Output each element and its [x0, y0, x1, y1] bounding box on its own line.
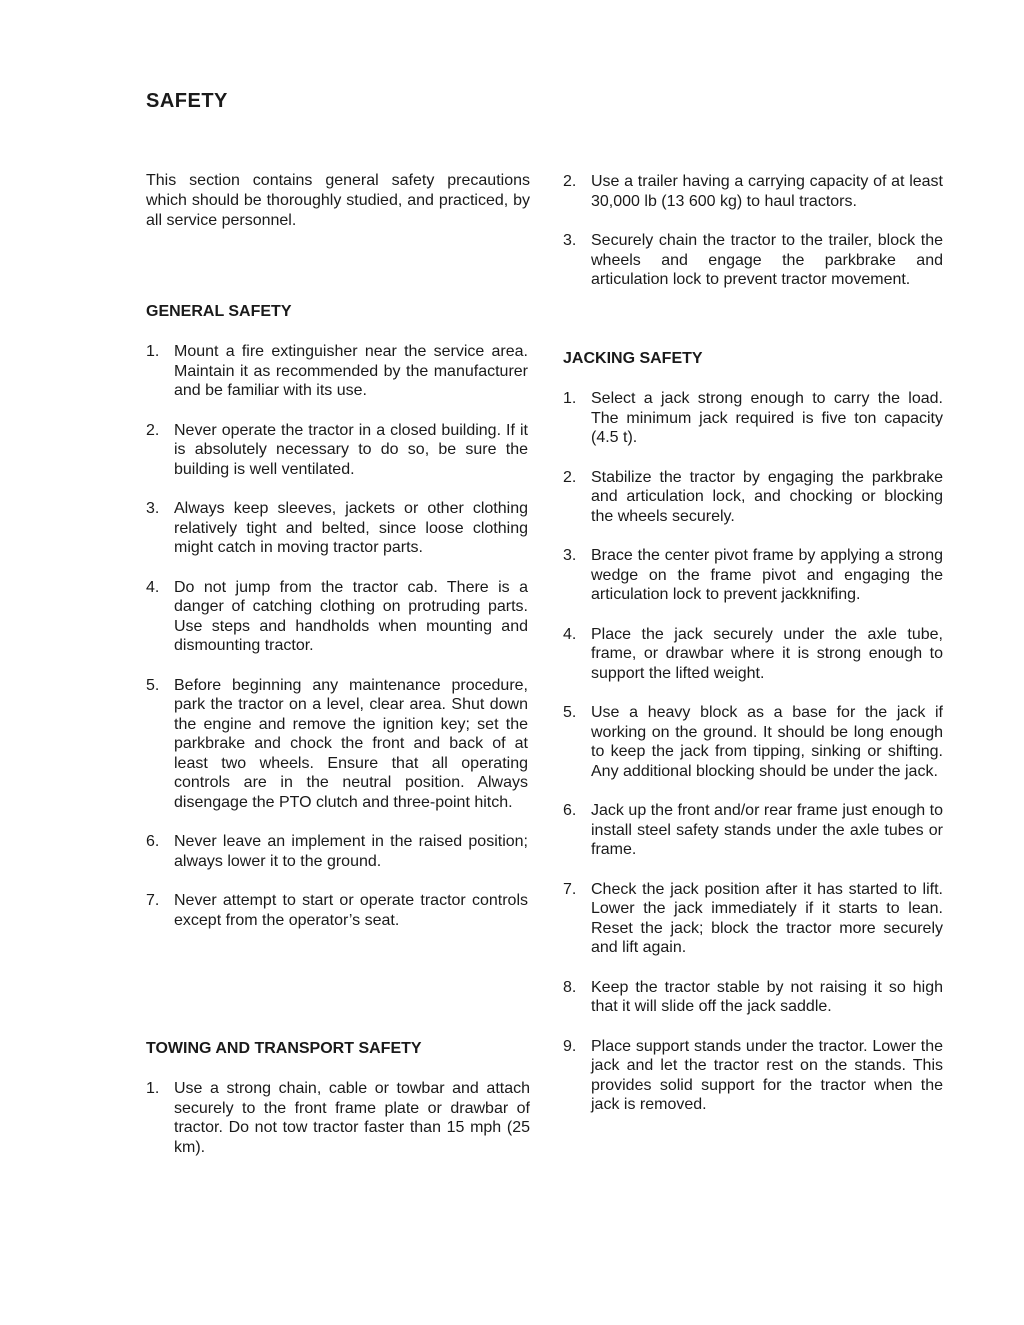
- item-number: 3.: [563, 547, 577, 564]
- item-number: 4.: [563, 625, 577, 643]
- item-text: Keep the tractor stable by not raising it so high that it will slide off the jack saddle.: [591, 978, 943, 1015]
- item-text: Securely chain the tractor to the trailer, block the wheels and engage the parkbrake and articulation lock to prevent tractor movement.: [591, 232, 943, 288]
- item-text: Before beginning any maintenance procedure, park the tractor on a level, clear area. Shut down the engine and remove the ignition key; set the parkbrake and chock the front and back of at least two wheels. Ensure that all operating controls are in the neutral position. Always disengage the PTO clutch and three-point hitch.: [174, 676, 528, 811]
- item-number: 3.: [146, 500, 160, 517]
- item-text: Do not jump from the tractor cab. There is a danger of catching clothing on protruding parts. Use steps and handholds when mounting and dismounting tractor.: [174, 578, 528, 654]
- list-item: [563, 172, 943, 211]
- item-text: Place support stands under the tractor. Lower the jack and let the tractor rest on the stands. This provides solid support for the tractor when the jack is removed.: [591, 1037, 943, 1113]
- item-text: Stabilize the tractor by engaging the parkbrake and articulation lock, and chocking or blocking the wheels securely.: [591, 468, 943, 525]
- list-item: [563, 625, 943, 684]
- item-text: Use a heavy block as a base for the jack if working on the ground. It should be long enough to keep the jack from tipping, sinking or shifting. Any additional blocking should be under the jack.: [591, 704, 943, 780]
- item-number: 3.: [563, 232, 577, 249]
- item-text: Place the jack securely under the axle tube, frame, or drawbar where it is strong enough to support the lifted weight.: [591, 625, 943, 682]
- item-number: 1.: [146, 1080, 160, 1097]
- item-number: 2.: [563, 173, 577, 190]
- item-number: 8.: [563, 978, 577, 996]
- item-number: 6.: [146, 833, 160, 850]
- item-text: Jack up the front and/or rear frame just enough to install steel safety stands under the axle tubes or frame.: [591, 802, 943, 858]
- general-safety-heading: GENERAL SAFETY: [146, 303, 292, 320]
- item-number: 5.: [563, 704, 577, 721]
- jacking-safety-heading: JACKING SAFETY: [563, 350, 703, 367]
- item-text: Never attempt to start or operate tractor controls except from the operator’s seat.: [174, 892, 528, 929]
- item-number: 7.: [146, 892, 160, 909]
- item-text: Use a trailer having a carrying capacity of at least 30,000 lb (13 600 kg) to haul tractors.: [591, 173, 943, 210]
- item-number: 1.: [563, 390, 577, 407]
- item-number: 6.: [563, 802, 577, 819]
- list-item: [563, 389, 943, 448]
- towing-safety-heading: TOWING AND TRANSPORT SAFETY: [146, 1040, 422, 1057]
- item-text: Use a strong chain, cable or towbar and attach securely to the front frame plate or drawbar of tractor. Do not tow tractor faster than 15 mph (25 km).: [174, 1080, 530, 1156]
- item-text: Brace the center pivot frame by applying a strong wedge on the frame pivot and engaging the articulation lock to prevent jackknifing.: [591, 547, 943, 603]
- towing-safety-list-left: [146, 1079, 530, 1157]
- list-item: [563, 880, 943, 958]
- list-item: [563, 546, 943, 605]
- list-item: [146, 1079, 530, 1157]
- list-item: [563, 468, 943, 527]
- list-item: [146, 342, 528, 401]
- list-item: [146, 499, 528, 558]
- item-text: Mount a fire extinguisher near the service area. Maintain it as recommended by the manufacturer and be familiar with its use.: [174, 343, 528, 399]
- list-item: [146, 421, 528, 480]
- list-item: [563, 801, 943, 860]
- jacking-safety-list: [563, 389, 943, 1115]
- item-number: 9.: [563, 1037, 577, 1055]
- list-item: [146, 891, 528, 930]
- list-item: [563, 231, 943, 290]
- general-safety-list: [146, 342, 528, 930]
- list-item: [146, 578, 528, 656]
- item-number: 1.: [146, 343, 160, 360]
- item-text: Select a jack strong enough to carry the load. The minimum jack required is five ton capacity (4.5 t).: [591, 390, 943, 446]
- towing-safety-list-right: [563, 172, 943, 290]
- item-number: 4.: [146, 578, 160, 596]
- list-item: [146, 832, 528, 871]
- list-item: [146, 676, 528, 813]
- item-number: 5.: [146, 676, 160, 694]
- list-item: [563, 1037, 943, 1115]
- item-number: 7.: [563, 880, 577, 898]
- item-text: Check the jack position after it has started to lift. Lower the jack immediately if it starts to lean. Reset the jack; block the tractor more securely and lift again.: [591, 880, 943, 956]
- item-text: Never operate the tractor in a closed building. If it is absolutely necessary to do so, be sure the building is well ventilated.: [174, 421, 528, 478]
- item-number: 2.: [146, 421, 160, 439]
- item-number: 2.: [563, 468, 577, 486]
- list-item: [563, 978, 943, 1017]
- list-item: [563, 703, 943, 781]
- intro-paragraph: This section contains general safety precautions which should be thoroughly studied, and practiced, by all service personnel.: [146, 172, 530, 229]
- item-text: Never leave an implement in the raised position; always lower it to the ground.: [174, 833, 528, 870]
- page-title: SAFETY: [146, 90, 228, 112]
- item-text: Always keep sleeves, jackets or other clothing relatively tight and belted, since loose clothing might catch in moving tractor parts.: [174, 500, 528, 556]
